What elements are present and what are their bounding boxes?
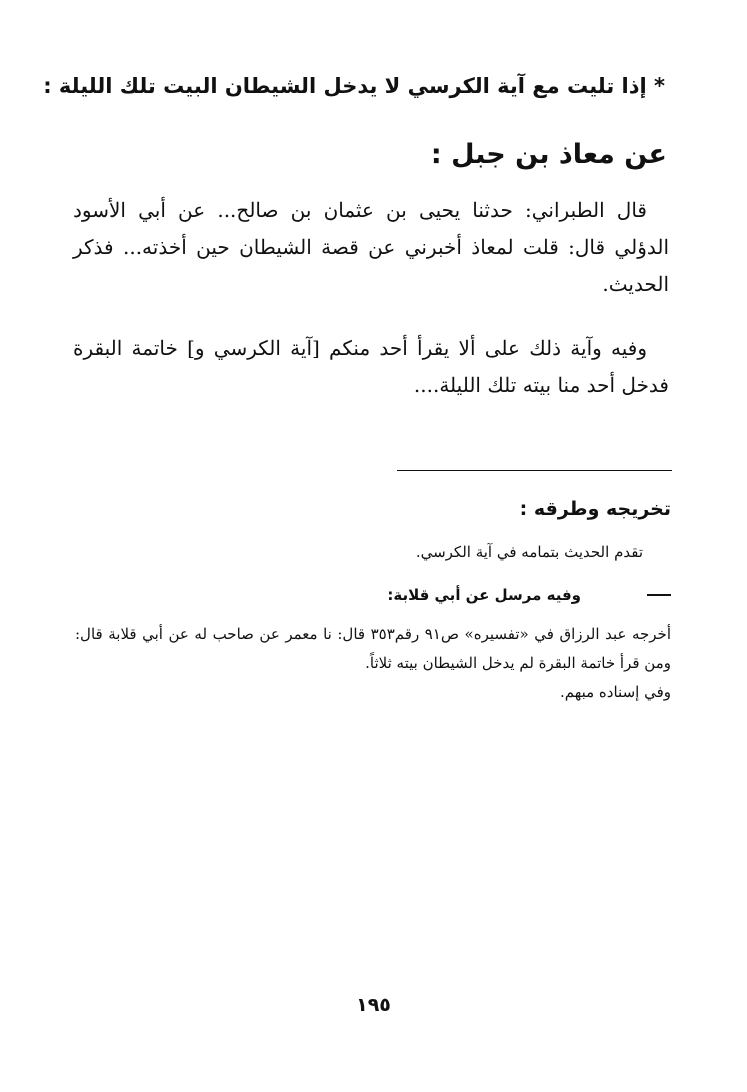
mursal-line [71, 580, 671, 610]
paragraph-tabarani [73, 192, 669, 303]
em-dash-marker [647, 594, 671, 596]
footnote-abdurrazzaq: أخرجه عبد الرزاق في «تفسيره» ص٩١ رقم٣٥٣ قال: نا معمر عن صاحب له عن أبي قلابة قال: ومن قرأ خاتمة البقرة لم يدخل الشيطان بيته ثلاثاً. [75, 625, 671, 672]
mursal-heading: وفيه مرسل عن أبي قلابة: [387, 586, 581, 604]
footnote-divider [397, 470, 672, 471]
paragraph-ayat-text: وفيه وآية ذلك على ألا يقرأ أحد منكم [آية الكرسي و] خاتمة البقرة فدخل أحد منا بيته تلك الليلة.... [73, 336, 669, 397]
page-number: ١٩٥ [356, 994, 391, 1016]
narrator-heading: عن معاذ بن جبل : [430, 139, 667, 170]
footnote-isnad-note: وفي إسناده مبهم. [559, 683, 671, 701]
paragraph-ayat [73, 330, 669, 404]
takhrij-heading: تخريجه وطرقه : [519, 498, 671, 520]
footnote-note-previous: تقدم الحديث بتمامه في آية الكرسي. [415, 543, 643, 561]
paragraph-tabarani-text: قال الطبراني: حدثنا يحيى بن عثمان بن صالح... عن أبي الأسود الدؤلي قال: قلت لمعاذ أخبرني عن قصة الشيطان حين أخذته... فذكر الحديث. [73, 198, 669, 296]
section-heading: * إذا تليت مع آية الكرسي لا يدخل الشيطان البيت تلك الليلة : [43, 74, 665, 98]
